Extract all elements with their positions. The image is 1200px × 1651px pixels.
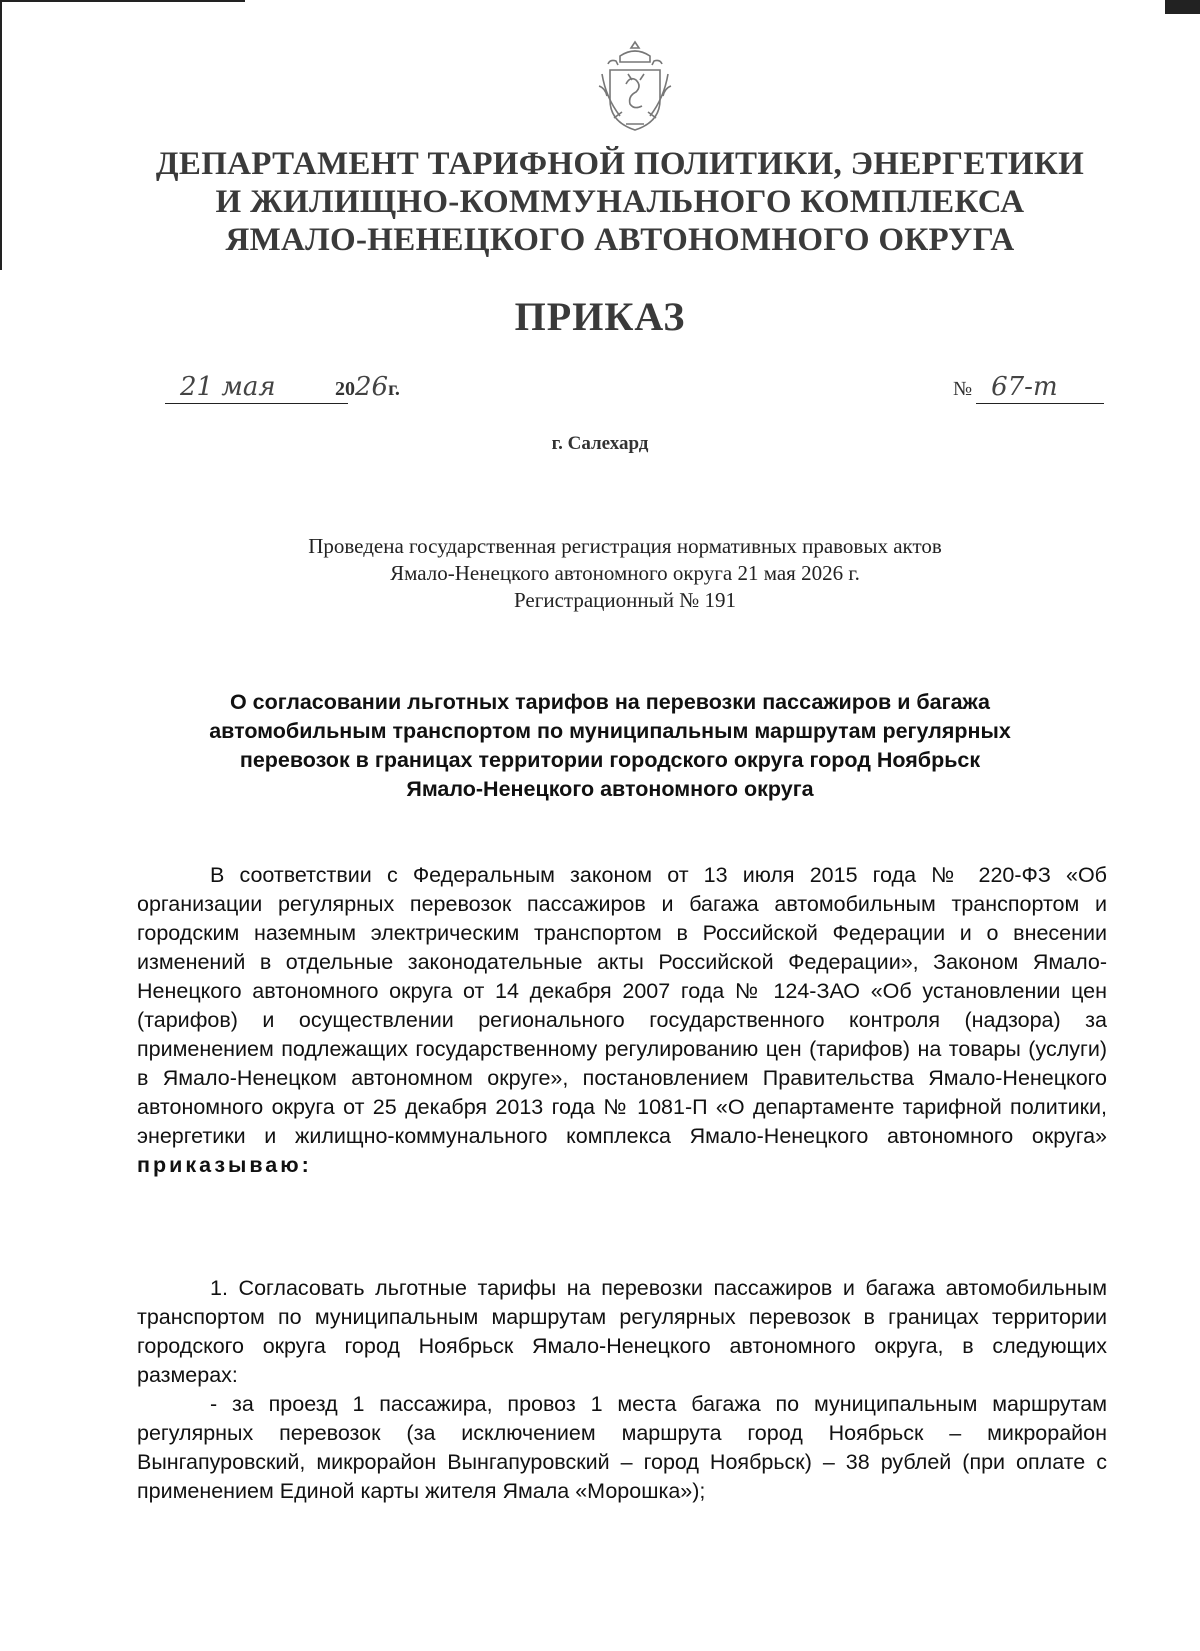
document-type: ПРИКАЗ: [514, 294, 686, 339]
department-name-line-1: ДЕПАРТАМЕНТ ТАРИФНОЙ ПОЛИТИКИ, ЭНЕРГЕТИКИ: [155, 146, 1085, 182]
year-prefix: 20: [335, 378, 355, 400]
year-unit: г.: [388, 378, 400, 400]
order-number: [953, 372, 1058, 402]
department-name-line-2: И ЖИЛИЩНО-КОММУНАЛЬНОГО КОМПЛЕКСА: [215, 184, 1025, 220]
issue-city: г. Салехард: [551, 433, 649, 454]
scan-artifact-left-edge: [0, 0, 2, 270]
registration-line-3: Регистрационный № 191: [514, 588, 736, 612]
order-verb: приказываю:: [137, 1153, 312, 1177]
scan-artifact-top-left: [0, 0, 245, 2]
number-underline: [976, 403, 1104, 404]
subject-line-2: автомобильным транспортом по муниципальным маршрутам регулярных: [209, 719, 1011, 743]
handwritten-order-number: 67-т: [991, 372, 1058, 402]
handwritten-day-month: 21 мая: [180, 372, 276, 402]
department-name: [120, 145, 1120, 259]
subject-line-3: перевозок в границах территории городского округа город Ноябрьск: [239, 748, 981, 772]
order-date: [180, 372, 276, 402]
order-item-1-tariff: - за проезд 1 пассажира, провоз 1 места багажа по муниципальным маршрутам регулярных перевозок (за исключением маршрута город Ноябрьск – микрорайон Вынгапуровский, микрорайон Вынгапуровский – город Ноябрьск) – 38 рублей (при оплате с применением Единой карты жителя Ямала «Морошка»);: [137, 1392, 1107, 1503]
subject-line-4: Ямало-Ненецкого автономного округа: [406, 777, 814, 801]
scan-artifact-top-right: [1165, 0, 1200, 14]
date-underline: [165, 403, 348, 404]
order-subject-title: [150, 688, 1070, 804]
preamble-text: В соответствии с Федеральным законом от 13 июля 2015 года № 220-ФЗ «Об организации регулярных перевозок пассажиров и багажа автомобильным транспортом и городским наземным электрическим транспортом в Российской Федерации и о внесении изменений в отдельные законодательные акты Российской Федерации», Законом Ямало-Ненецкого автономного округа от 14 декабря 2007 года № 124-ЗАО «Об установлении цен (тарифов) и осуществлении регионального государственного контроля (надзора) за применением подлежащих государственному регулированию цен (тарифов) на товары (услуги) в Ямало-Ненецком автономном округе», постановлением Правительства Ямало-Ненецкого автономного округа от 25 декабря 2013 года № 1081-П «О департаменте тарифной политики, энергетики и жилищно-коммунального комплекса Ямало-Ненецкого автономного округа»: [137, 863, 1107, 1148]
order-year: [335, 372, 400, 402]
preamble-paragraph: [137, 861, 1107, 1180]
registration-stamp-text: [200, 533, 1050, 614]
department-name-line-3: ЯМАЛО-НЕНЕЦКОГО АВТОНОМНОГО ОКРУГА: [225, 222, 1015, 258]
order-item-1: 1. Согласовать льготные тарифы на перевозки пассажиров и багажа автомобильным транспортом по муниципальным маршрутам регулярных перевозок в границах территории городского округа город Ноябрьск Ямало-Ненецкого автономного округа, в следующих размерах:: [137, 1276, 1107, 1387]
registration-line-2: Ямало-Ненецкого автономного округа 21 мая 2026 г.: [390, 561, 860, 585]
handwritten-year-suffix: 26: [355, 372, 389, 402]
number-label: №: [953, 378, 973, 400]
subject-line-1: О согласовании льготных тарифов на перевозки пассажиров и багажа: [229, 690, 990, 714]
registration-line-1: Проведена государственная регистрация нормативных правовых актов: [308, 534, 942, 558]
yamal-nenets-coat-of-arms-icon: [596, 40, 674, 132]
